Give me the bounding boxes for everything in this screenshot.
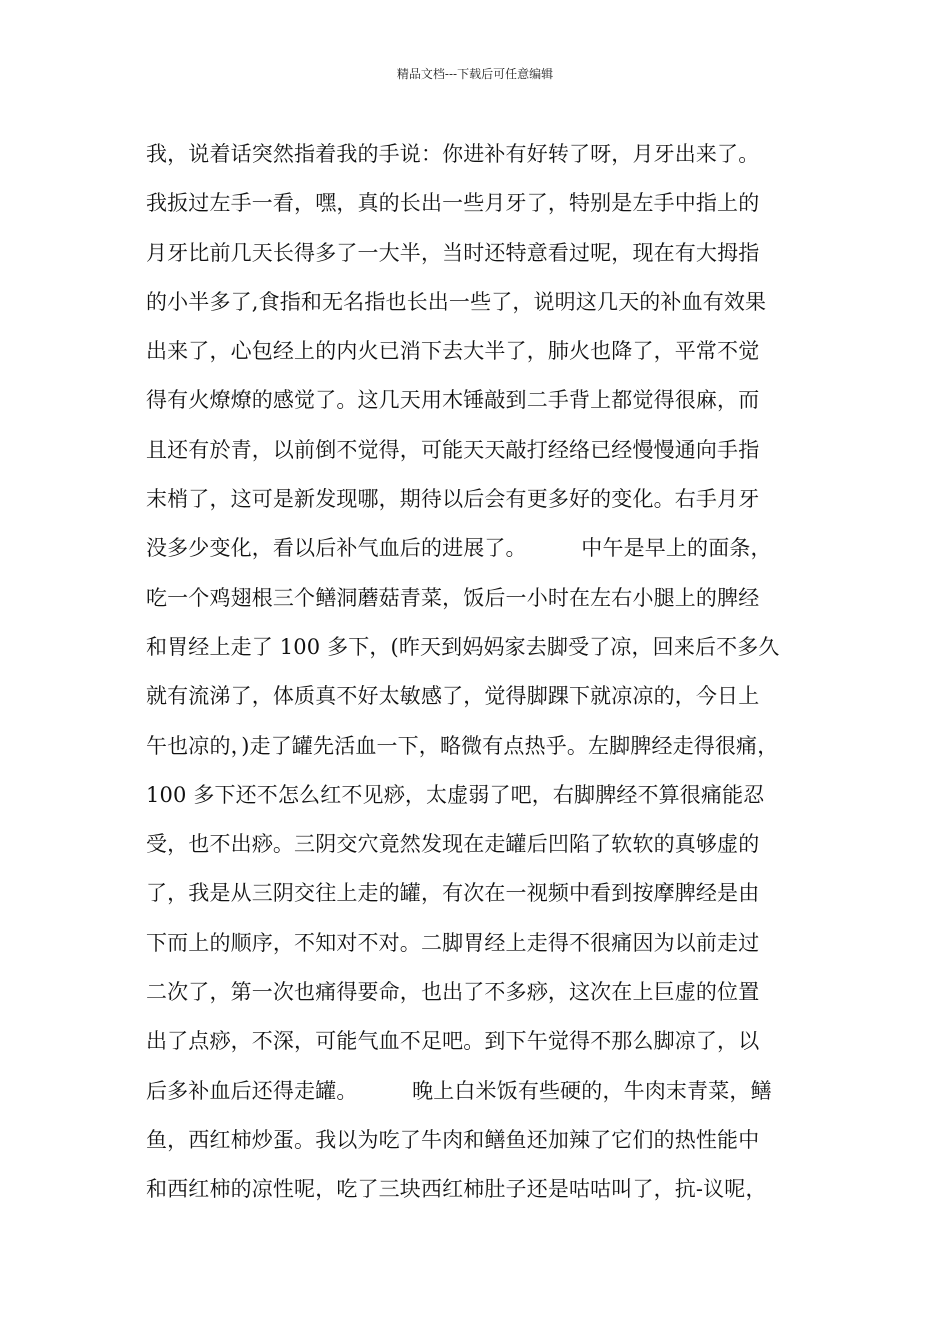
text-line: 鱼，西红柿炒蛋。我以为吃了牛肉和鳝鱼还加辣了它们的热性能中 [146,1127,760,1152]
text-line: 我，说着话突然指着我的手说：你进补有好转了呀，月牙出来了。 [146,142,760,166]
text-line: 受，也不出痧。三阴交穴竟然发现在走罐后凹陷了软软的真够虚的 [146,832,760,857]
text-line: 出了点痧，不深，可能气血不足吧。到下午觉得不那么脚凉了，以 [146,1029,760,1054]
text-line: 二次了，第一次也痛得要命，也出了不多痧，这次在上巨虚的位置 [146,980,760,1005]
body-text [146,130,836,1215]
text-line: 下而上的顺序，不知对不对。二脚胃经上走得不很痛因为以前走过 [146,930,760,955]
text-line: 且还有於青，以前倒不觉得，可能天天敲打经络已经慢慢通向手指 [146,437,760,462]
text-line: 的小半多了,食指和无名指也长出一些了，说明这几天的补血有效果 [146,289,767,314]
text-line: 就有流涕了，体质真不好太敏感了，觉得脚踝下就凉凉的，今日上 [146,684,760,709]
text-line: 和胃经上走了 100 多下，(昨天到妈妈家去脚受了凉，回来后不多久 [146,634,780,659]
page-header: 精品文档---下载后可任意编辑 [396,67,554,81]
text-line: 100 多下还不怎么红不见痧，太虚弱了吧，右脚脾经不算很痛能忍 [146,782,765,807]
text-line: 和西红柿的凉性呢，吃了三块西红柿肚子还是咕咕叫了，抗-议呢， [146,1177,767,1202]
text-line: 我扳过左手一看，嘿，真的长出一些月牙了，特别是左手中指上的 [146,191,760,216]
text-line: 月牙比前几天长得多了一大半，当时还特意看过呢，现在有大拇指 [146,240,760,265]
text-line: 没多少变化，看以后补气血后的进展了。 中午是早上的面条， [146,536,772,561]
text-line: 后多补血后还得走罐。 晚上白米饭有些硬的，牛肉末青菜，鳝 [146,1078,772,1103]
text-line: 吃一个鸡翅根三个鳝洞蘑菇青菜，饭后一小时在左右小腿上的脾经 [146,585,760,610]
text-line: 午也凉的，)走了罐先活血一下，略微有点热乎。左脚脾经走得很痛， [146,733,779,758]
text-line: 出来了，心包经上的内火已消下去大半了，肺火也降了，平常不觉 [146,339,760,364]
text-line: 得有火燎燎的感觉了。这几天用木锤敲到二手背上都觉得很麻，而 [146,388,760,413]
text-line: 了，我是从三阴交往上走的罐，有次在一视频中看到按摩脾经是由 [146,881,760,906]
text-line: 末梢了，这可是新发现哪，期待以后会有更多好的变化。右手月牙 [146,487,760,512]
